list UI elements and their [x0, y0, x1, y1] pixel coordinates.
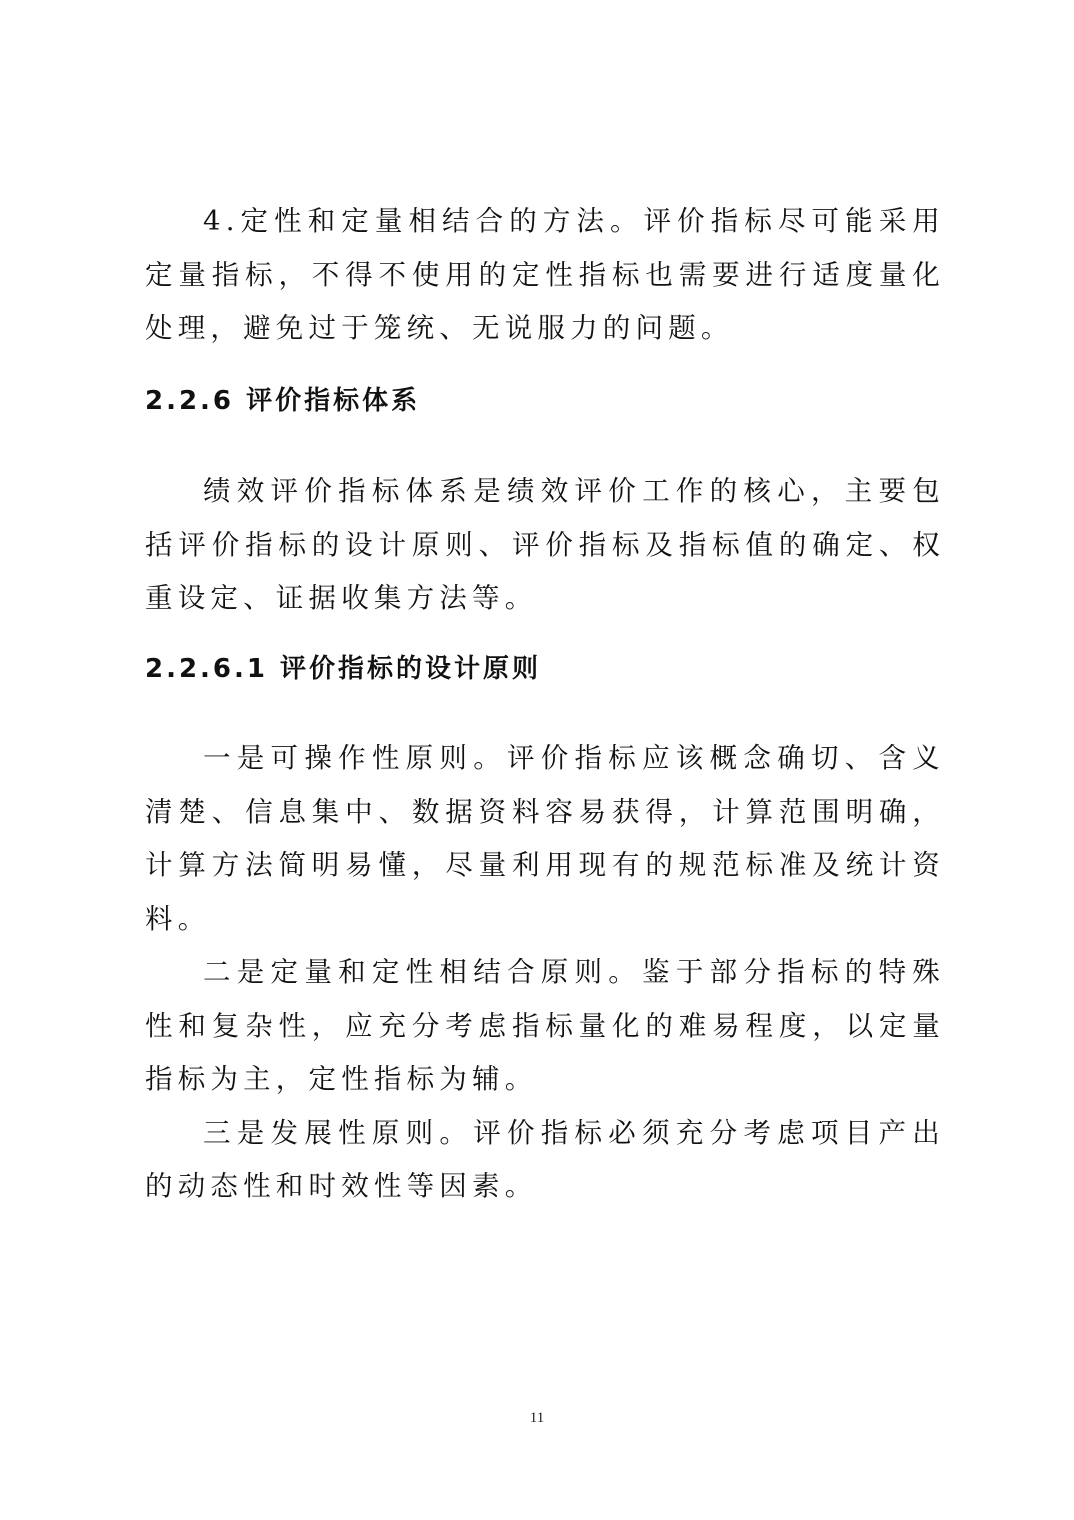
principles-block — [145, 732, 945, 1214]
principle-development: 三是发展性原则。评价指标必须充分考虑项目产出的动态性和时效性等因素。 — [145, 1116, 945, 1202]
principle-operability: 一是可操作性原则。评价指标应该概念确切、含义清楚、信息集中、数据资料容易获得，计算范围明确，计算方法简明易懂，尽量利用现有的规范标准及统计资料。 — [145, 742, 945, 935]
heading-block — [145, 383, 945, 419]
paragraph-block — [145, 465, 945, 626]
section-heading-2-2-6: 2.2.6 评价指标体系 — [145, 386, 421, 416]
page-number: 11 — [529, 1410, 545, 1426]
paragraph-method-4: 4.定性和定量相结合的方法。评价指标尽可能采用定量指标，不得不使用的定性指标也需要进行适度量化处理，避免过于笼统、无说服力的问题。 — [145, 205, 945, 344]
paragraph-indicator-system: 绩效评价指标体系是绩效评价工作的核心，主要包括评价指标的设计原则、评价指标及指标值的确定、权重设定、证据收集方法等。 — [145, 475, 945, 614]
heading-block — [145, 651, 945, 687]
paragraph-block — [145, 195, 945, 356]
principle-quant-qual: 二是定量和定性相结合原则。鉴于部分指标的特殊性和复杂性，应充分考虑指标量化的难易程度，以定量指标为主，定性指标为辅。 — [145, 956, 945, 1095]
section-heading-2-2-6-1: 2.2.6.1 评价指标的设计原则 — [145, 654, 542, 684]
